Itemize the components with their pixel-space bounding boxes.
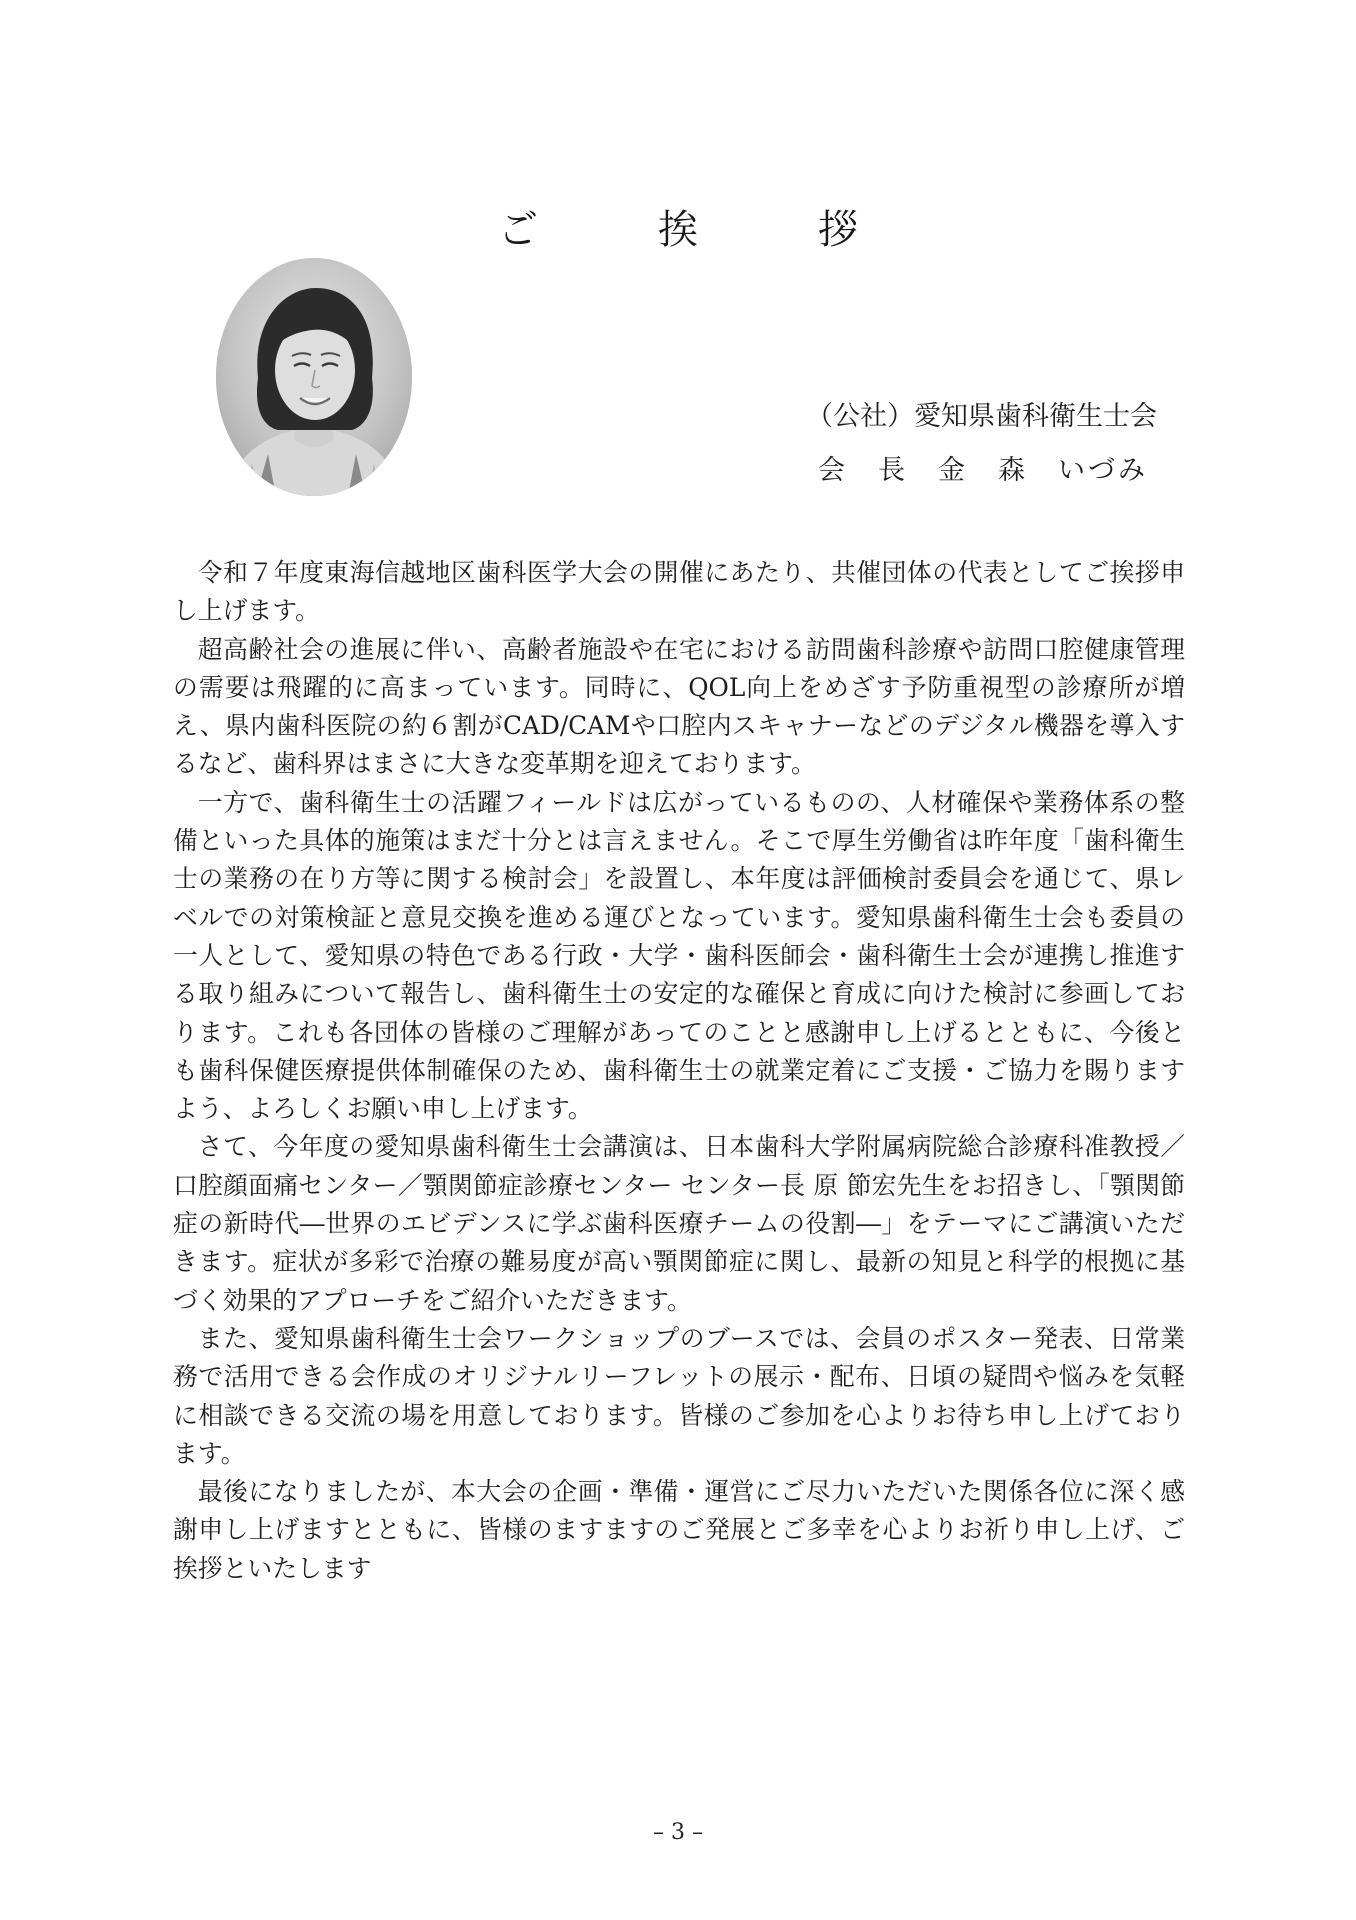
greeting-body — [173, 554, 1185, 1588]
paragraph: 最後になりましたが、本大会の企画・準備・運営にご尽力いただいた関係各位に深く感謝申し上げますとともに、皆様のますますのご発展とご多幸を心よりお祈り申し上げ、ご挨拶といたします — [173, 1477, 1185, 1583]
paragraph: また、愛知県歯科衛生士会ワークショップのブースでは、会員のポスター発表、日常業務で活用できる会作成のオリジナルリーフレットの展示・配布、日頃の疑問や悩みを気軽に相談できる交流の場を用意しております。皆様のご参加を心よりお待ち申し上げております。 — [173, 1323, 1185, 1468]
page-title: ご 挨 拶 — [498, 207, 898, 253]
author-portrait-photo — [216, 258, 412, 496]
paragraph: さて、今年度の愛知県歯科衛生士会講演は、日本歯科大学附属病院総合診療科准教授／口腔顔面痛センター／顎関節症診療センター センター長 原 節宏先生をお招きし、「顎関節症の新時代―世界のエビデンスに学ぶ歯科医療チームの役割―」をテーマにご講演いただきます。症状が多彩で治療の難易度が高い顎関節症に関し、最新の知見と科学的根拠に基づく効果的アプローチをご紹介いただきます。 — [173, 1132, 1185, 1315]
paragraph: 超高齢社会の進展に伴い、高齢者施設や在宅における訪問歯科診療や訪問口腔健康管理の需要は飛躍的に高まっています。同時に、QOL向上をめざす予防重視型の診療所が増え、県内歯科医院の約６割がCAD/CAMや口腔内スキャナーなどのデジタル機器を導入するなど、歯科界はまさに大きな変革期を迎えております。 — [173, 634, 1185, 779]
paragraph: 令和７年度東海信越地区歯科医学大会の開催にあたり、共催団体の代表としてご挨拶申し上げます。 — [173, 558, 1185, 626]
author-organization: （公社）愛知県歯科衛生士会 — [806, 401, 1157, 432]
page-number: – 3 – — [653, 1820, 703, 1845]
author-position-name: 会 長 金 森 いづみ — [818, 455, 1148, 486]
paragraph: 一方で、歯科衛生士の活躍フィールドは広がっているものの、人材確保や業務体系の整備といった具体的施策はまだ十分とは言えません。そこで厚生労働省は昨年度「歯科衛生士の業務の在り方等に関する検討会」を設置し、本年度は評価検討委員会を通じて、県レベルでの対策検証と意見交換を進める運びとなっています。愛知県歯科衛生士会も委員の一人として、愛知県の特色である行政・大学・歯科医師会・歯科衛生士会が連携し推進する取り組みについて報告し、歯科衛生士の安定的な確保と育成に向けた検討に参画しております。これも各団体の皆様のご理解があってのことと感謝申し上げるとともに、今後とも歯科保健医療提供体制確保のため、歯科衛生士の就業定着にご支援・ご協力を賜りますよう、よろしくお願い申し上げます。 — [173, 787, 1185, 1124]
